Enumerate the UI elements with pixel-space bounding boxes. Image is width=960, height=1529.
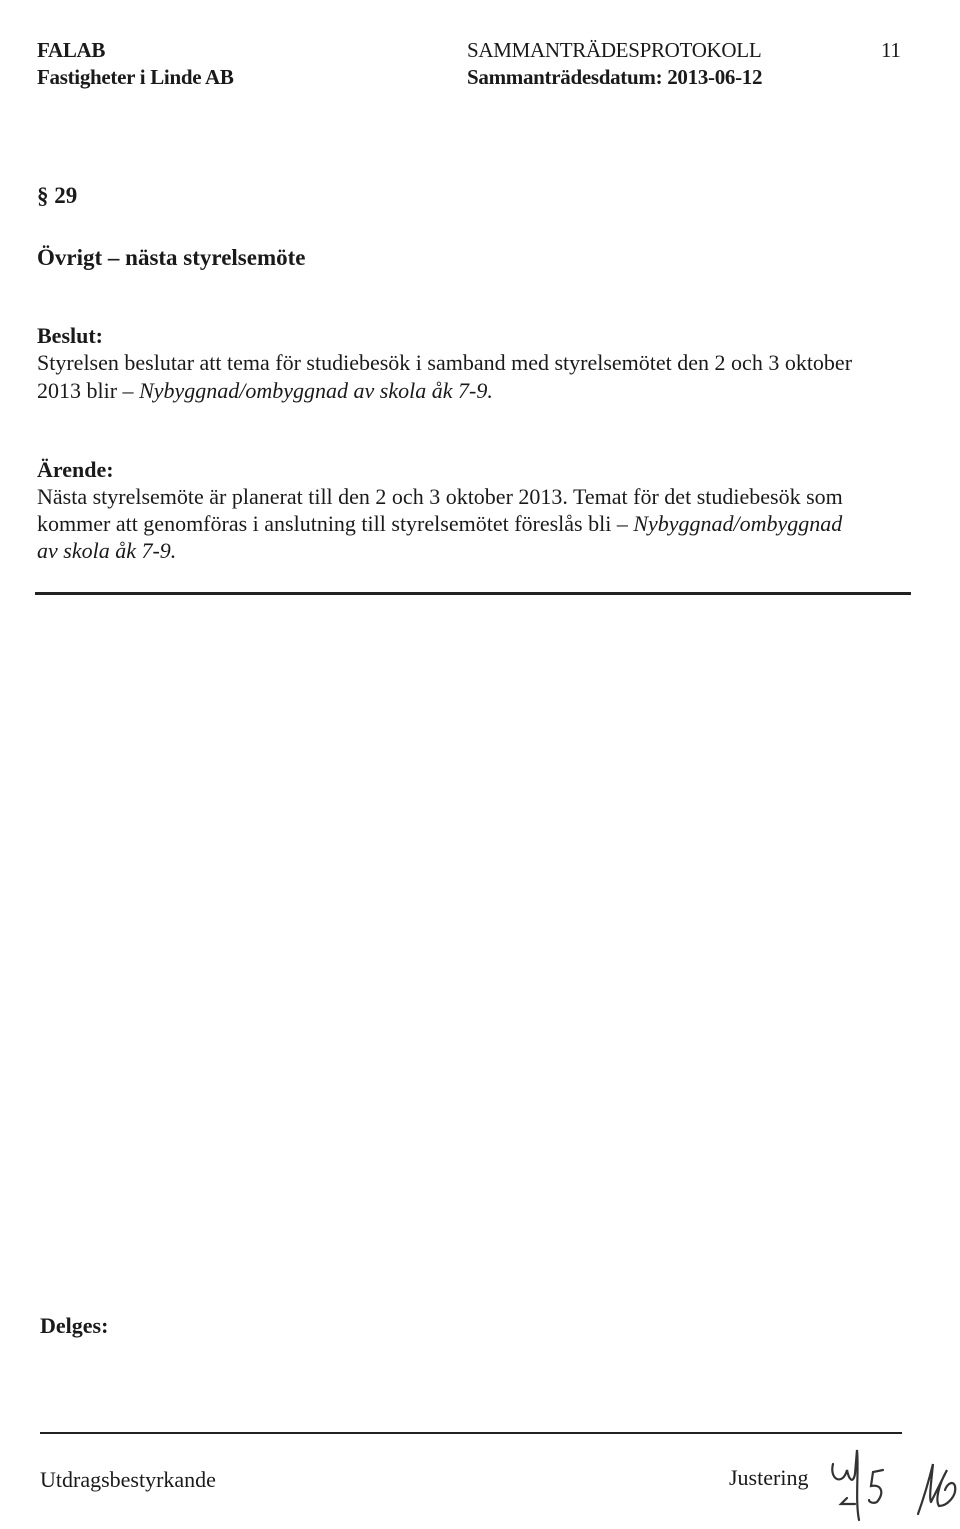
footer-divider xyxy=(40,1432,902,1434)
section-number: § 29 xyxy=(37,183,78,208)
delges-label: Delges: xyxy=(40,1313,109,1338)
beslut-label: Beslut: xyxy=(37,323,103,348)
arende-line-italic-text: Nybyggnad/ombyggnad xyxy=(633,511,843,536)
section-divider xyxy=(35,592,911,595)
signature-1 xyxy=(832,1450,859,1520)
arende-label: Ärende: xyxy=(37,457,114,482)
utdrag-label: Utdragsbestyrkande xyxy=(40,1467,216,1492)
arende-line xyxy=(37,510,842,537)
arende-line-italic-text: av skola åk 7-9. xyxy=(37,538,177,563)
justering-label: Justering xyxy=(729,1465,809,1490)
org-name: FALAB xyxy=(37,38,106,62)
beslut-line: Styrelsen beslutar att tema för studiebesök i samband med styrelsemötet den 2 och 3 oktober xyxy=(37,350,853,375)
arende-line: Nästa styrelsemöte är planerat till den 2 och 3 oktober 2013. Temat för det studiebesök som xyxy=(37,484,843,509)
section-title: Övrigt – nästa styrelsemöte xyxy=(37,245,306,270)
document-type: SAMMANTRÄDESPROTOKOLL xyxy=(467,38,762,62)
org-full-name: Fastigheter i Linde AB xyxy=(37,65,234,89)
page-number: 11 xyxy=(881,38,901,62)
signatures-image xyxy=(825,1440,960,1529)
beslut-line-text: 2013 blir – xyxy=(37,378,140,403)
beslut-line-italic-text: Nybyggnad/ombyggnad av skola åk 7-9. xyxy=(139,378,493,403)
signature-2 xyxy=(918,1464,955,1514)
arende-line-text: kommer att genomföras i anslutning till styrelsemötet föreslås bli – xyxy=(37,511,634,536)
beslut-line xyxy=(37,377,493,404)
signature-1-stroke xyxy=(869,1470,883,1503)
signature-1-stroke xyxy=(841,1498,855,1504)
arende-line xyxy=(37,537,176,564)
meeting-date: Sammanträdesdatum: 2013-06-12 xyxy=(467,65,763,89)
